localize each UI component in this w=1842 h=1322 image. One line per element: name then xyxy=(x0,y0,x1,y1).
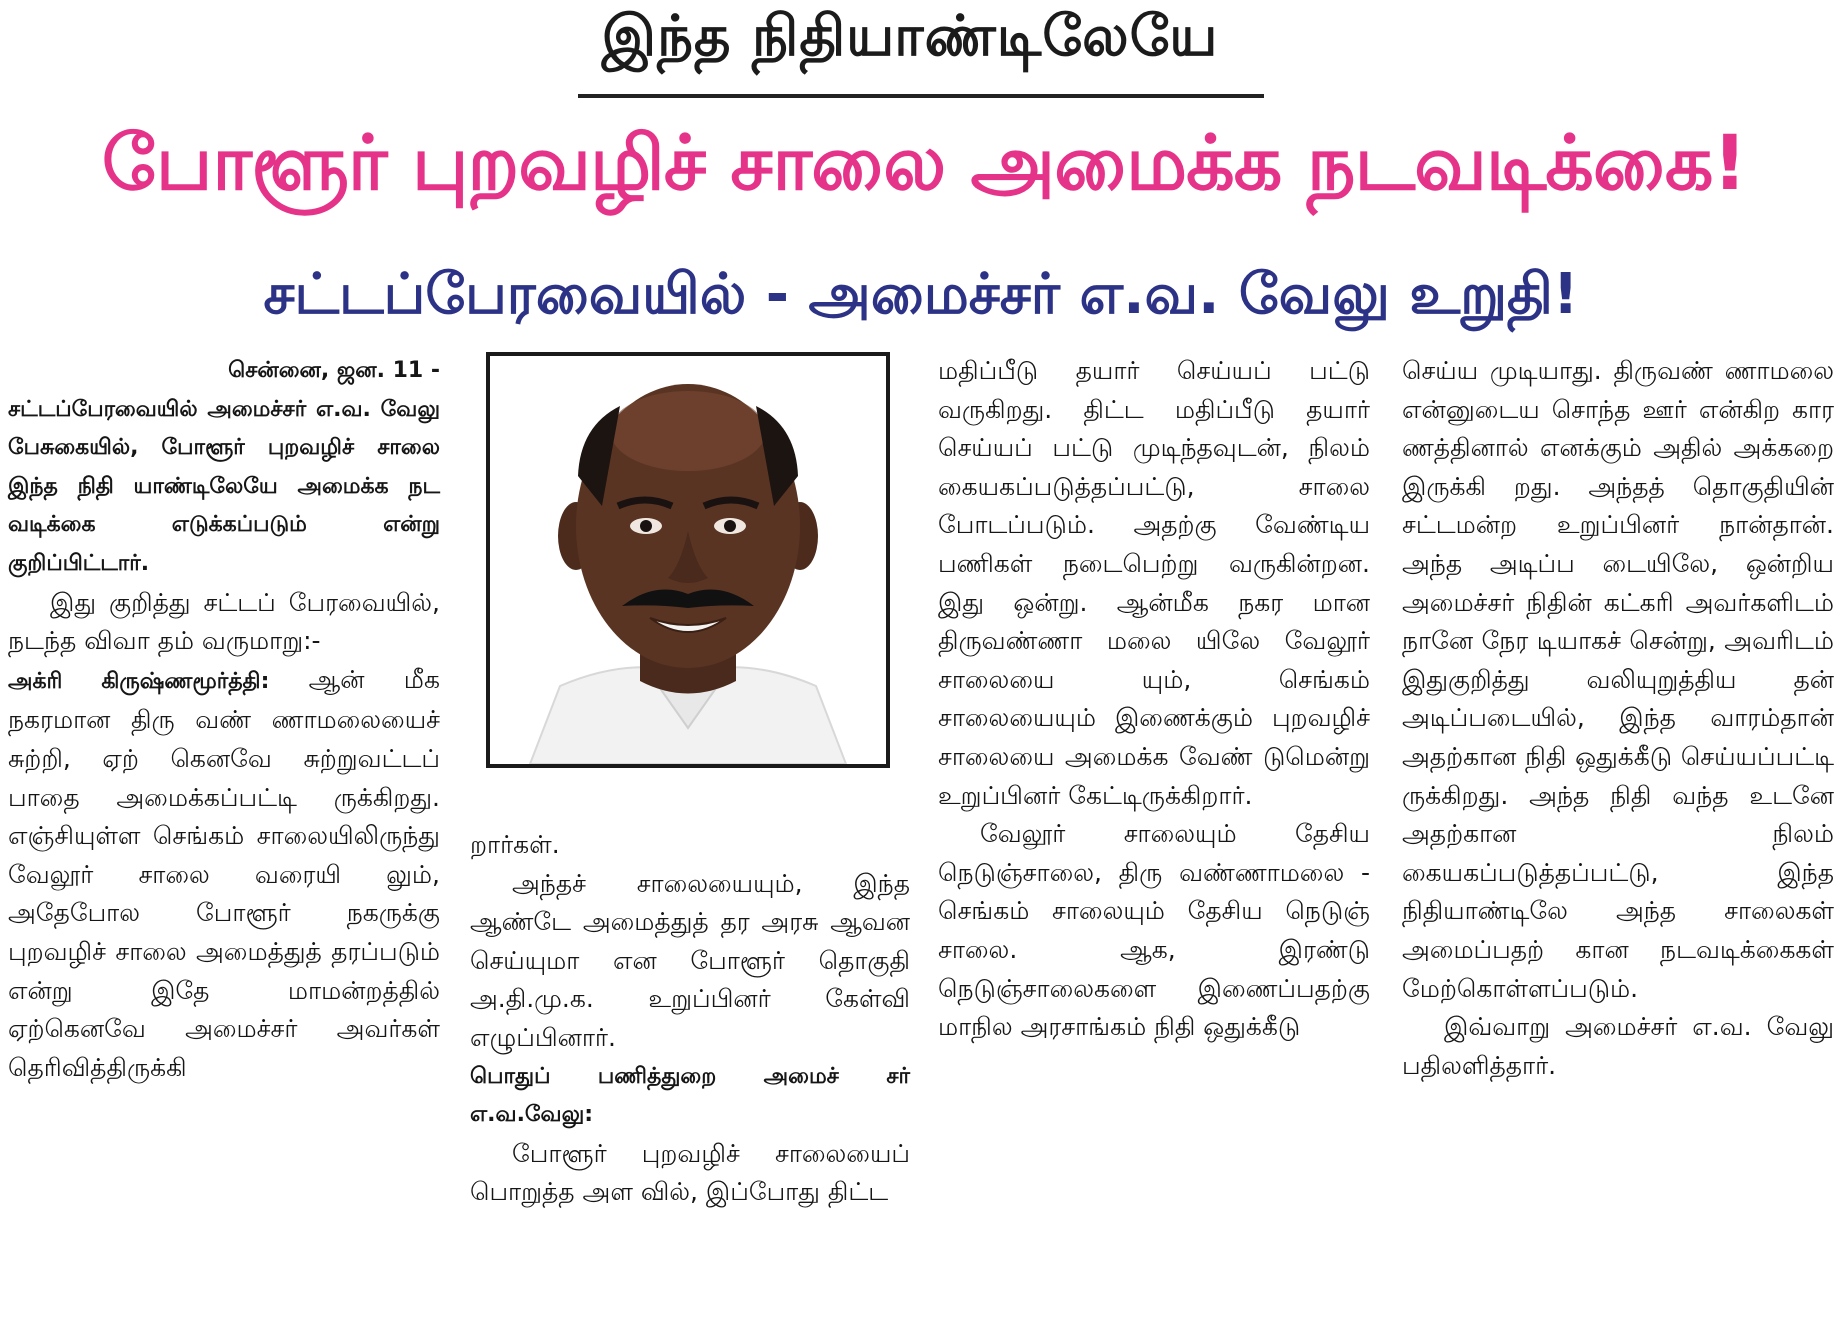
body-paragraph: வேலூர் சாலையும் தேசிய நெடுஞ்சாலை, திரு வண்ணாமலை - செங்கம் சாலையும் தேசிய நெடுஞ் சாலை. ஆக, இரண்டு நெடுஞ்சாலைகளை இணைப்பதற்கு மாநில அரசாங்கம் நிதி ஒதுக்கீடு xyxy=(938,819,1370,1042)
body-paragraph: போளூர் புறவழிச் சாலையைப் பொறுத்த அள வில், இப்போது திட்ட xyxy=(470,1138,910,1207)
body-paragraph-with-speaker xyxy=(8,661,440,1088)
article-column-2 xyxy=(470,826,910,1212)
body-paragraph: மதிப்பீடு தயார் செய்யப் பட்டு வருகிறது. திட்ட மதிப்பீடு தயார் செய்யப் பட்டு முடிந்தவுடன், நிலம் கையகப்படுத்தப்பட்டு, சாலை போடப்படும். அதற்கு வேண்டிய பணிகள் நடைபெற்று வருகின்றன. இது ஒன்று. ஆன்மீக நகர மான திருவண்ணா மலை யிலே வேலூர் சாலையை யும், செங்கம் சாலையையும் இணைக்கும் புறவழிச் சாலையை அமைக்க வேண் டுமென்று உறுப்பினர் கேட்டிருக்கிறார். xyxy=(938,356,1370,810)
headline: போளூர் புறவழிச் சாலை அமைக்க நடவடிக்கை! xyxy=(101,118,1747,207)
body-paragraph: செய்ய முடியாது. திருவண் ணாமலை என்னுடைய சொந்த ஊர் என்கிற கார ணத்தினால் எனக்கும் அதில் அக்கறை இருக்கி றது. அந்தத் தொகுதியின் சட்டமன்ற உறுப்பினர் நான்தான். அந்த அடிப்ப டையிலே, ஒன்றிய அமைச்சர் நிதின் கட்கரி அவர்களிடம் நானே நேர டியாகச் சென்று, அவரிடம் இதுகுறித்து வலியுறுத்திய தன் அடிப்படையில், இந்த வாரம்தான் அதற்கான நிதி ஒதுக்கீடு செய்யப்பட்டி ருக்கிறது. அந்த நிதி வந்த உடனே அதற்கான நிலம் கையகப்படுத்தப்பட்டு, இந்த நிதியாண்டிலே அந்த சாலைகள் அமைப்பதற் கான நடவடிக்கைகள் மேற்கொள்ளப்படும். xyxy=(1402,356,1834,1003)
body-paragraph: இவ்வாறு அமைச்சர் எ.வ. வேலு பதிலளித்தார். xyxy=(1402,1012,1834,1080)
minister-portrait-icon xyxy=(490,356,886,764)
subheadline: சட்டப்பேரவையில் - அமைச்சர் எ.வ. வேலு உறுதி! xyxy=(263,262,1579,327)
article-column-1 xyxy=(8,352,440,1087)
body-paragraph: இது குறித்து சட்டப் பேரவையில், நடந்த விவா தம் வருமாறு:- xyxy=(8,587,440,656)
body-paragraph: அந்தச் சாலையையும், இந்த ஆண்டே அமைத்துத் தர அரசு ஆவன செய்யுமா என போளூர் தொகுதி அ.தி.மு.க. உறுப்பினர் கேள்வி எழுப்பினார். xyxy=(470,868,910,1052)
body-paragraph: றார்கள். xyxy=(470,830,560,859)
speech-text: ஆன் மீக நகரமான திரு வண் ணாமலையைச் சுற்றி, ஏற் கெனவே சுற்றுவட்டப் பாதை அமைக்கப்பட்டி ருக்கிறது. எஞ்சியுள்ள செங்கம் சாலையிலிருந்து வேலூர் சாலை வரையி லும், அதேபோல போளூர் நகருக்கு புறவழிச் சாலை அமைத்துத் தரப்படும் என்று இதே மாமன்றத்தில் ஏற்கெனவே அமைச்சர் அவர்கள் தெரிவித்திருக்கி xyxy=(8,664,440,1082)
minister-photo xyxy=(486,352,890,768)
lead-paragraph: சட்டப்பேரவையில் அமைச்சர் எ.வ. வேலு பேசுகையில், போளூர் புறவழிச் சாலை இந்த நிதி யாண்டிலேயே அமைக்க நட வடிக்கை எடுக்கப்படும் என்று குறிப்பிட்டார். xyxy=(8,396,440,576)
speaker-name: அக்ரி கிருஷ்ணமூர்த்தி: xyxy=(8,668,270,694)
article-column-3 xyxy=(938,352,1370,1047)
kicker-underline xyxy=(578,94,1264,98)
speaker-name: பொதுப் பணித்துறை அமைச் சர் எ.வ.வேலு: xyxy=(470,1063,910,1128)
article-column-4 xyxy=(1402,352,1834,1085)
kicker-title: இந்த நிதியாண்டிலேயே xyxy=(601,4,1219,69)
dateline: சென்னை, ஜன. 11 - xyxy=(228,358,440,383)
